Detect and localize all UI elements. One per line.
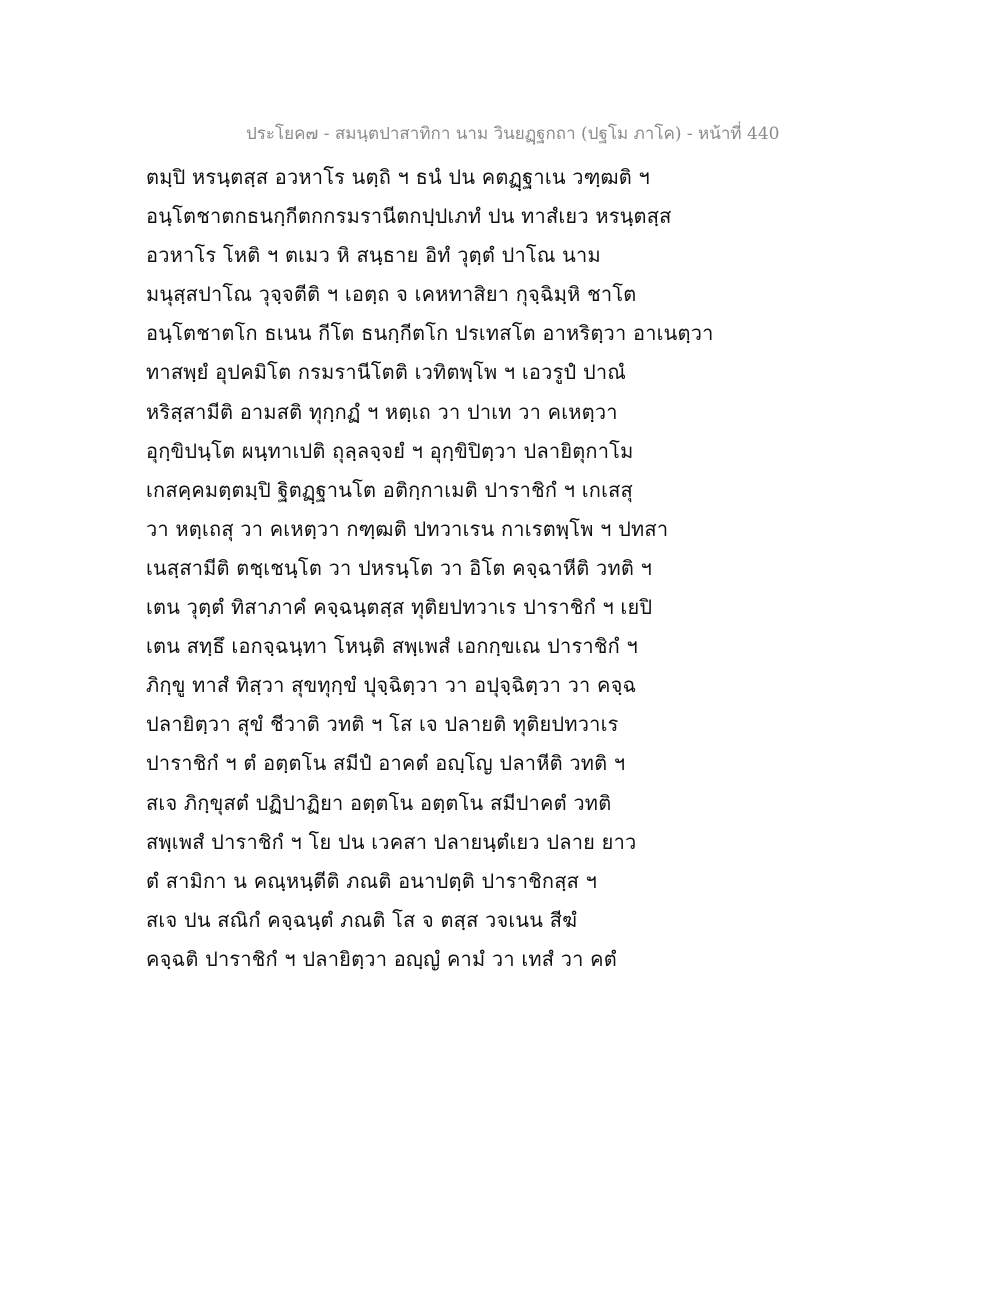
text-line: ภิกฺขู ทาสํ ทิสฺวา สุขทุกฺขํ ปุจฺฉิตฺวา วา อปุจฺฉิตฺวา วา คจฺฉ (146, 673, 637, 698)
text-line: หริสฺสามีติ อามสติ ทุกฺกฏํ ฯ หตฺเถ วา ปาเท วา คเหตฺวา (146, 399, 618, 424)
text-line: วา หตฺเถสุ วา คเหตฺวา กฑฺฒติ ปทวาเรน กาเรตพฺโพ ฯ ปทสา (146, 516, 669, 541)
text-line: เตน สทฺธึ เอกจฺฉนฺทา โหนฺติ สพฺเพสํ เอกกฺขเณ ปาราชิกํ ฯ (146, 634, 638, 659)
text-line: ตมฺปิ หรนฺตสฺส อวหาโร นตฺถิ ฯ ธนํ ปน คตฏฺฐาเน วฑฺฒติ ฯ (146, 165, 650, 189)
page-header: ประโยค๗ - สมนฺตปาสาทิกา นาม วินยฏฺฐกถา (ปฐโม ภาโค) - หน้าที่ 440 (246, 124, 780, 144)
text-line: คจฺฉติ ปาราชิกํ ฯ ปลายิตฺวา อญฺญํ คามํ วา เทสํ วา คตํ (146, 946, 617, 971)
text-line: เนสฺสามีติ ตชฺเชนฺโต วา ปหรนฺโต วา อิโต คจฺฉาหีติ วทติ ฯ (146, 555, 653, 580)
text-line: ปาราชิกํ ฯ ตํ อตฺตโน สมีปํ อาคตํ อญฺโญ ปลาหีติ วทติ ฯ (146, 751, 626, 776)
text-line: สเจ ภิกฺขุสตํ ปฏิปาฏิยา อตฺตโน อตฺตโน สมีปาคตํ วทติ (146, 790, 612, 815)
text-line: มนุสฺสปาโณ วุจฺจตีติ ฯ เอตฺถ จ เคหทาสิยา กุจฺฉิมฺหิ ชาโต (146, 282, 637, 307)
text-line: อุกฺขิปนฺโต ผนฺทาเปติ ถุลฺลจฺจยํ ฯ อุกฺขิปิตฺวา ปลายิตุกาโม (146, 438, 634, 463)
text-line: อวหาโร โหติ ฯ ตเมว หิ สนฺธาย อิทํ วุตฺตํ ปาโณ นาม (146, 243, 601, 268)
text-line: ตํ สามิกา น คณฺหนฺตีติ ภณติ อนาปตฺติ ปาราชิกสฺส ฯ (146, 868, 598, 893)
text-line: ทาสพฺยํ อุปคมิโต กรมรานีโตติ เวทิตพฺโพ ฯ เอวรูปํ ปาณํ (146, 360, 627, 385)
text-line: เตน วุตฺตํ ทิสาภาคํ คจฺฉนฺตสฺส ทุติยปทวาเร ปาราชิกํ ฯ เยปิ (146, 595, 653, 620)
body-text (146, 158, 714, 979)
text-line: เกสคฺคมตฺตมฺปิ ฐิตฏฺฐานโต อติกฺกาเมติ ปาราชิกํ ฯ เกเสสุ (146, 477, 633, 502)
text-line: อนฺโตชาตกธนกฺกีตกกรมรานีตกปฺปเภทํ ปน ทาสํเยว หรนฺตสฺส (146, 204, 672, 229)
text-line: ปลายิตฺวา สุขํ ชีวาติ วทติ ฯ โส เจ ปลายติ ทุติยปทวาเร (146, 712, 619, 737)
text-line: สพฺเพสํ ปาราชิกํ ฯ โย ปน เวคสา ปลายนฺตํเยว ปลาย ยาว (146, 829, 637, 854)
text-line: สเจ ปน สณิกํ คจฺฉนฺตํ ภณติ โส จ ตสฺส วจเนน สีฆํ (146, 907, 578, 932)
text-line: อนฺโตชาตโก ธเนน กีโต ธนกฺกีตโก ปรเทสโต อาหริตฺวา อาเนตฺวา (146, 321, 714, 346)
